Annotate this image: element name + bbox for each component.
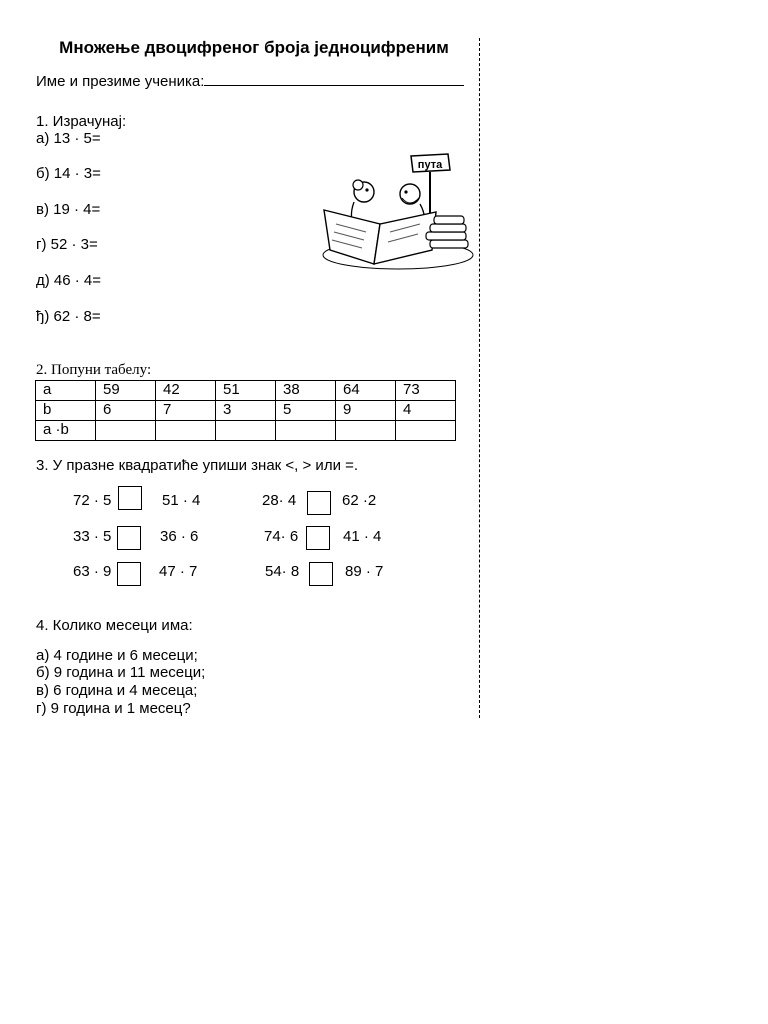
- table-cell: 42: [156, 381, 216, 401]
- compare-box[interactable]: [117, 562, 141, 586]
- table-cell: 5: [276, 401, 336, 421]
- worksheet-title: Множење двоцифреног броја једноцифреним: [59, 38, 449, 57]
- table-row: [36, 401, 456, 421]
- table-cell: 4: [396, 401, 456, 421]
- compare-left: 74· 6: [264, 528, 299, 545]
- task1-item-b: б) 14 · 3=: [36, 165, 101, 182]
- task4-item-a: а) 4 године и 6 месеци;: [36, 647, 198, 664]
- two-readers-with-books-icon: [318, 150, 476, 274]
- compare-box[interactable]: [117, 526, 141, 550]
- task1-item-d: д) 46 · 4=: [36, 272, 102, 289]
- compare-box[interactable]: [306, 526, 330, 550]
- table-cell: 38: [276, 381, 336, 401]
- multiplication-table: [35, 380, 456, 441]
- compare-left: 63 · 9: [73, 563, 112, 580]
- answer-cell[interactable]: [336, 421, 396, 441]
- table-cell: b: [36, 401, 96, 421]
- dashed-cut-line: [479, 38, 480, 718]
- task4-item-v: в) 6 година и 4 месеца;: [36, 682, 198, 699]
- sign-text: пута: [417, 159, 443, 171]
- compare-left: 33 · 5: [73, 528, 112, 545]
- answer-cell[interactable]: [156, 421, 216, 441]
- compare-left: 54· 8: [265, 563, 300, 580]
- compare-box[interactable]: [118, 486, 142, 510]
- task1-item-a: а) 13 · 5=: [36, 130, 101, 147]
- student-name-blank: [204, 70, 464, 86]
- table-row: [36, 381, 456, 401]
- answer-cell[interactable]: [396, 421, 456, 441]
- answer-cell[interactable]: [276, 421, 336, 441]
- compare-right: 62 ·2: [342, 492, 377, 509]
- student-name-label: Име и презиме ученика:: [36, 73, 205, 90]
- compare-right: 51 · 4: [162, 492, 201, 509]
- task4-item-g: г) 9 година и 1 месец?: [36, 700, 191, 717]
- table-cell: 73: [396, 381, 456, 401]
- answer-cell[interactable]: [216, 421, 276, 441]
- task1-item-v: в) 19 · 4=: [36, 201, 101, 218]
- table-cell: 51: [216, 381, 276, 401]
- table-cell: 7: [156, 401, 216, 421]
- compare-right: 47 · 7: [159, 563, 198, 580]
- table-cell: 59: [96, 381, 156, 401]
- table-row: [36, 421, 456, 441]
- answer-cell[interactable]: [96, 421, 156, 441]
- task4-heading: 4. Колико месеци има:: [36, 617, 193, 634]
- table-cell: 9: [336, 401, 396, 421]
- task1-item-g: г) 52 · 3=: [36, 236, 98, 253]
- compare-box[interactable]: [309, 562, 333, 586]
- compare-left: 28· 4: [262, 492, 297, 509]
- task3-heading: 3. У празне квадратиће упиши знак <, > или =.: [36, 457, 359, 474]
- compare-left: 72 · 5: [73, 492, 112, 509]
- task1-item-dj: ђ) 62 · 8=: [36, 308, 101, 325]
- table-cell: a ·b: [36, 421, 96, 441]
- compare-box[interactable]: [307, 491, 331, 515]
- table-cell: a: [36, 381, 96, 401]
- student-name-line: [36, 70, 464, 90]
- compare-right: 89 · 7: [345, 563, 384, 580]
- compare-right: 36 · 6: [160, 528, 199, 545]
- task2-heading: 2. Попуни табелу:: [36, 362, 152, 378]
- table-cell: 64: [336, 381, 396, 401]
- compare-right: 41 · 4: [343, 528, 382, 545]
- table-cell: 6: [96, 401, 156, 421]
- task4-item-b: б) 9 година и 11 месеци;: [36, 664, 206, 681]
- table-cell: 3: [216, 401, 276, 421]
- task1-heading: 1. Израчунај:: [36, 113, 127, 130]
